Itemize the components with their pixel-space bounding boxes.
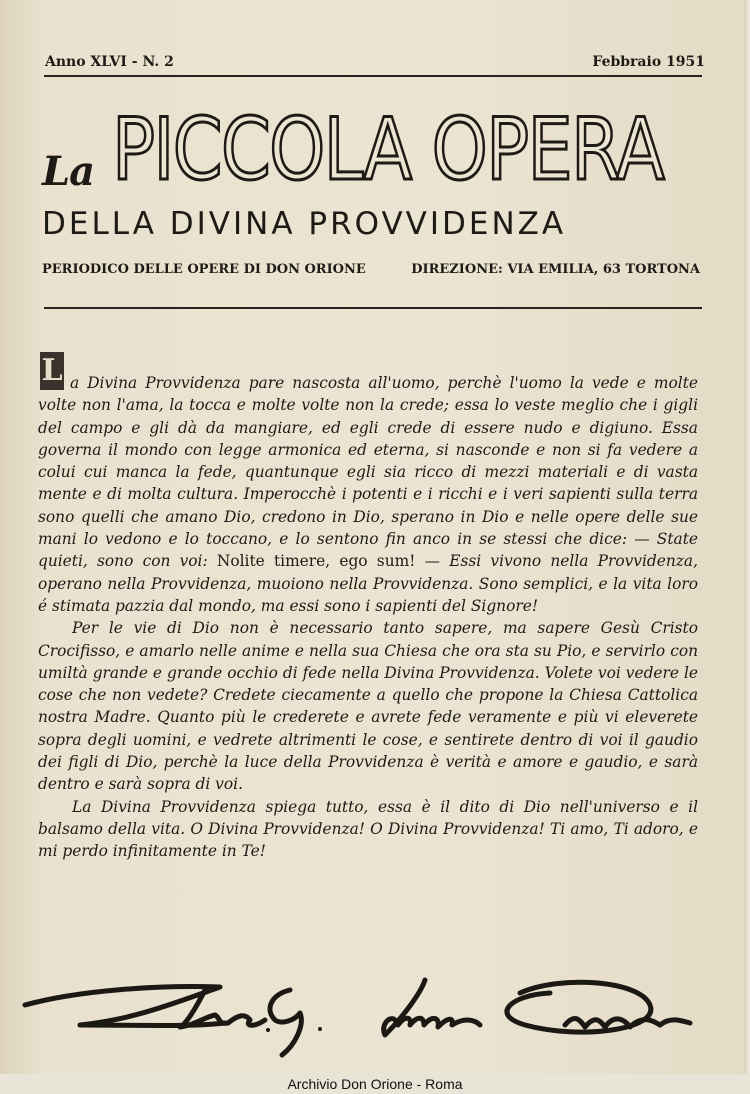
page-edge [744,0,750,1094]
address-label: DIREZIONE: VIA EMILIA, 63 TORTONA [411,262,700,277]
issue-number: Anno XLVI - N. 2 [45,54,174,70]
article-paragraph-3: La Divina Provvidenza spiega tutto, essa è il dito di Dio nell'universo e il balsamo della vita. O Divina Provvidenza! O Divina Provvidenza! Ti amo, Ti adoro, e mi perdo infinitamente in Te! [38,797,698,861]
masthead-article: La [42,148,95,195]
issue-header [45,48,705,70]
article-paragraph-1 [38,353,698,617]
paragraph-1-part-a: a Divina Provvidenza pare nascosta all'uomo, perchè l'uomo la vede e molte volte non l'ama, la tocca e molte volte non la crede; essa lo veste meglio che i gigli del campo e gli dà da mangiare, ed egli crede di essere nudo e digiuno. Essa governa il mondo con legge armonica ed eterna, si nasconde e non si fa vedere a colui cui manca la fede, quantunque egli sia ricco di mezzi materiali e di vasta mente e di molta cultura. Imperocchè i potenti e i ricchi e i veri sapienti sulla terra sono quelli che amano Dio, credono in Dio, sperano in Dio e nelle opere delle sue mani lo vedono e lo toccano, e lo sentono fin anco in se stessi che dice: — State quieti, sono con voi: [38,374,698,571]
article-paragraph-2: Per le vie di Dio non è necessario tanto sapere, ma sapere Gesù Cristo Crocifisso, e amarlo nelle anime e nella sua Chiesa che ora sta su Pio, e servirlo con umiltà grande e grande occhio di fede nella Divina Provvidenza. Volete voi vedere le cose che non vedete? Credete ciecamente a quello che propone la Chiesa Cattolica nostra Madre. Quanto più le crederete e avrete fede veramente e più vi eleverete sopra degli uomini, e vedrete altrimenti le cose, e sentirete dentro di voi il gaudio dei figli di Dio, perchè la luce della Provvidenza è verità e amore e gaudio, e sarà dentro e sarà sopra di voi. [38,619,698,794]
latin-quote: Nolite timere, ego sum! [216,552,416,571]
dropcap-initial: L [41,353,63,388]
issue-date: Febbraio 1951 [592,54,705,70]
article-body [38,353,698,863]
masthead-rule [44,307,702,309]
masthead-subtitle: DELLA DIVINA PROVVIDENZA [42,206,567,242]
masthead-title: PICCOLA OPERA [112,100,664,200]
paragraph-1-part-b: — Essi vivono nella Provvidenza, operano nella Provvidenza, muoiono nella Provvidenza. Sono semplici, e la vita loro é stimata pazzia dal mondo, ma essi sono i sapienti del Signore! [38,552,698,615]
archive-footer: Archivio Don Orione - Roma [0,1074,750,1094]
handwritten-signature [20,965,720,1065]
masthead-info [42,262,700,277]
top-rule [44,75,702,77]
periodical-label: PERIODICO DELLE OPERE DI DON ORIONE [42,262,366,277]
